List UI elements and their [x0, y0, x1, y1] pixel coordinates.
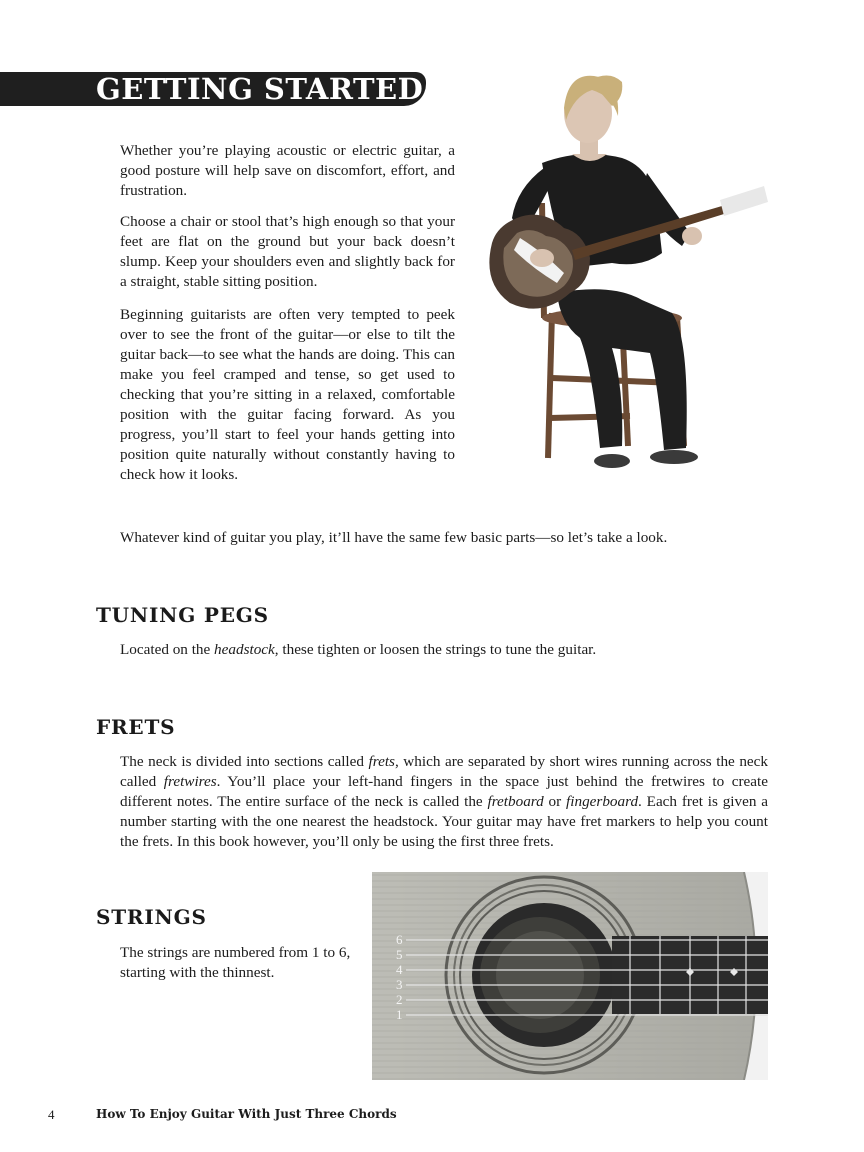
strings-heading: STRINGS	[96, 905, 207, 929]
intro-paragraph-2: Choose a chair or stool that’s high enough so that your feet are flat on the ground but your back doesn’t slump. Keep your shoulders even and slightly back for a straight, stable sitting position.	[120, 213, 455, 290]
page-number: 4	[48, 1107, 55, 1122]
guitar-soundhole-photo	[372, 872, 768, 1080]
string-label-6: 6	[396, 932, 403, 947]
intro-paragraph-1: Whether you’re playing acoustic or electric guitar, a good posture will help save on discomfort, effort, and frustration.	[120, 142, 455, 199]
section-title: GETTING STARTED	[96, 72, 424, 106]
string-label-3: 3	[396, 977, 403, 992]
parts-intro: Whatever kind of guitar you play, it’ll have the same few basic parts—so let’s take a look.	[120, 529, 668, 546]
footer-book-title: How To Enjoy Guitar With Just Three Chords	[96, 1107, 397, 1121]
string-label-5: 5	[396, 947, 403, 962]
headstock-term: headstock	[214, 641, 275, 658]
string-label-2: 2	[396, 992, 403, 1007]
guitarist-photo	[472, 68, 772, 480]
string-label-1: 1	[396, 1007, 403, 1022]
frets-heading: FRETS	[96, 715, 176, 739]
tuning-pegs-heading: TUNING PEGS	[96, 603, 269, 627]
intro-paragraph-3: Beginning guitarists are often very tempted to peek over to see the front of the guitar—or else to tilt the guitar back—to see what the hands are doing. This can make you feel cramped and tense, so get used to checking that you’re sitting in a relaxed, comfortable position with the guitar facing forward. As you progress, you’ll start to feel your hands getting into position quite naturally without constantly having to check how it looks.	[120, 306, 455, 483]
strings-text: The strings are numbered from 1 to 6, starting with the thinnest.	[120, 944, 351, 981]
string-label-4: 4	[396, 962, 403, 977]
tuning-pegs-text: Located on the headstock, these tighten or loosen the strings to tune the guitar.	[120, 641, 597, 658]
frets-text: The neck is divided into sections called frets, which are separated by short wires running across the neck called fretwires. You’ll place your left-hand fingers in the space just behind the fretwires to create different notes. The entire surface of the neck is called the fretboard or fingerboard. Each fret is given a number starting with the one nearest the headstock. Your guitar may have fret markers to help you count the frets. In this book however, you’ll only be using the first three frets.	[120, 753, 768, 850]
